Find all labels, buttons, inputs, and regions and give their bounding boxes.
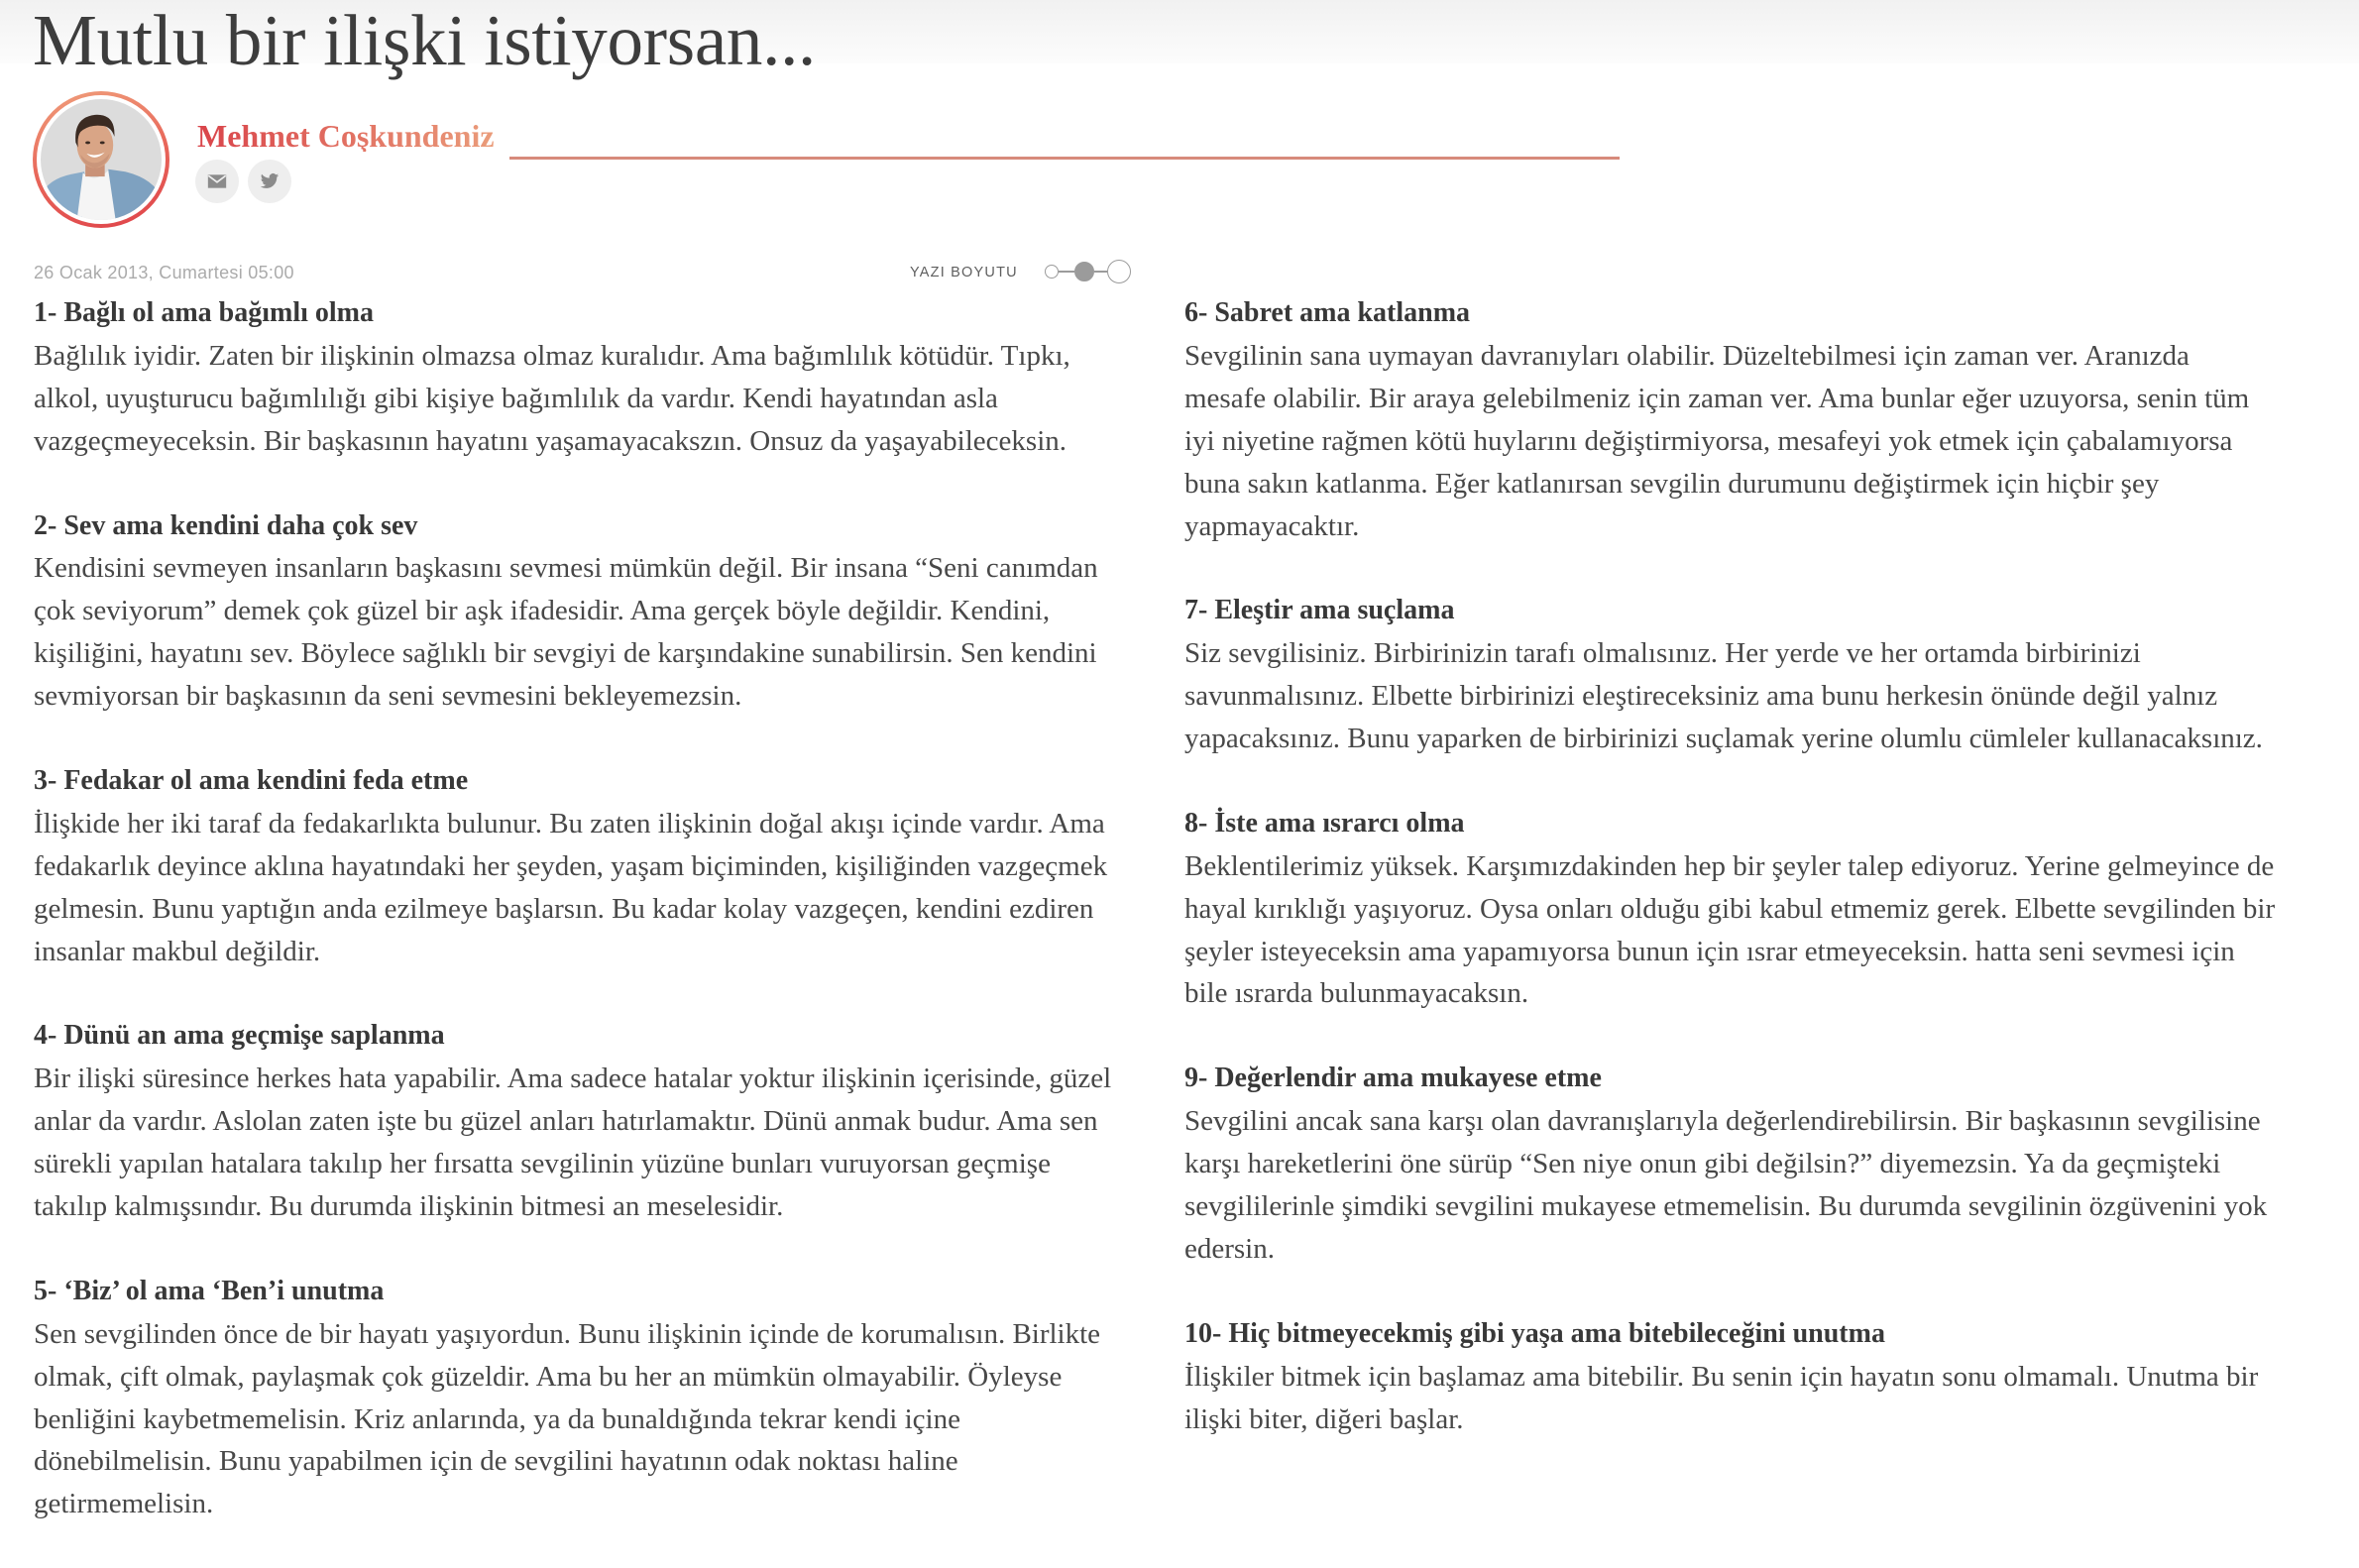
paragraph-line: Bir ilişki süresince herkes hata yapabilir. Ama sadece hatalar yoktur ilişkinin içerisinde, güzel (34, 1063, 1112, 1095)
font-size-track (1094, 271, 1107, 273)
paragraph-line: anlar da vardır. Aslolan zaten işte bu güzel anları hatırlamaktır. Dünü anmak budur. Ama sen (34, 1105, 1098, 1138)
paragraph-line: mesafe olabilir. Bir araya gelebilmeniz için zaman ver. Ama bunlar eğer uzuyorsa, senin tüm (1184, 382, 2250, 414)
paragraph-line: getirmemelisin. (34, 1488, 214, 1520)
paragraph-line: takılıp kalmışsındır. Bu durumda ilişkinin bitmesi an meselesidir. (34, 1189, 784, 1222)
paragraph-line: gelmesin. Bunu yaptığın anda ezilmeye başlarsın. Bu kadar kolay vazgeçen, kendini ezdiren (34, 892, 1094, 925)
paragraph-line: buna sakın katlanma. Eğer katlanırsan sevgilin durumunu değiştirmek için hiçbir şey (1184, 467, 2160, 500)
article-title: Mutlu bir ilişki istiyorsan... (33, 0, 816, 80)
author-divider (509, 157, 1620, 160)
article-section (1184, 590, 2275, 760)
paragraph-line: savunmalısınız. Elbette birbirinizi eleştireceksiniz ama bunu herkesin önünde değil yalnız (1184, 680, 2218, 713)
author-name-link[interactable]: Mehmet Coşkundeniz (197, 118, 495, 154)
section-heading: 1- Bağlı ol ama bağımlı olma (34, 297, 374, 328)
paragraph-line: sevgililerinle şimdiki sevgilini mukayese etmemelisin. Bu durumda sevgilinin özgüvenini yok (1184, 1189, 2268, 1222)
paragraph-line: benliğini kaybetmemelisin. Kriz anlarında, ya da bunaldığında tekrar kendi içine (34, 1402, 960, 1435)
font-size-small-button[interactable] (1045, 265, 1059, 279)
paragraph-line: olmak, çift olmak, paylaşmak çok güzeldir. Ama bu her an mümkün olmayabilir. Öyleyse (34, 1360, 1063, 1393)
article-section (34, 505, 1111, 719)
article-section (34, 292, 1111, 463)
paragraph-line: dönebilmelisin. Bunu yapabilmen için de sevgilini hayatının odak noktası haline (34, 1445, 958, 1478)
article-section (1184, 1313, 2275, 1441)
paragraph-line: Kendisini sevmeyen insanların başkasını sevmesi mümkün değil. Bir insana “Seni canımdan (34, 552, 1098, 585)
paragraph-line: fedakarlık deyince aklına hayatındaki her şeyden, yaşam biçiminden, kişiliğinden vazgeçmek (34, 849, 1108, 882)
paragraph-line: edersin. (1184, 1232, 1275, 1265)
paragraph-line: hayal kırıklığı yaşıyoruz. Oysa onları olduğu gibi kabul etmemiz gerek. Elbette sevgilinden bir (1184, 892, 2276, 925)
paragraph-line: alkol, uyuşturucu bağımlılığı gibi kişiye bağımlılık da vardır. Kendi hayatından asla (34, 382, 998, 414)
paragraph-line: karşı hareketlerini öne sürüp “Sen niye onun gibi değilsin?” diyemezsin. Ya da geçmişteki (1184, 1148, 2221, 1180)
mail-icon (207, 171, 227, 191)
paragraph-line: ilişki biter, diğeri başlar. (1184, 1402, 1464, 1435)
paragraph-line: yapacaksınız. Bunu yaparken de birbirinizi suçlamak yerine olumlu cümleler kullanacaksınız. (1184, 723, 2263, 755)
paragraph-line: kişiliğini, hayatını sev. Böylece sağlıklı bir sevgiyi de karşındakine sunabilirsin. Sen kendini (34, 637, 1097, 670)
twitter-share-button[interactable] (248, 160, 291, 203)
paragraph-line: sürekli yapılan hatalara takılıp her fırsatta sevgilinin yüzüne bunları vuruyorsan geçmişe (34, 1148, 1051, 1180)
avatar-frame (37, 95, 166, 224)
section-heading: 7- Eleştir ama suçlama (1184, 595, 1455, 626)
font-size-label: YAZI BOYUTU (910, 265, 1018, 280)
paragraph-line: İlişkide her iki taraf da fedakarlıkta bulunur. Bu zaten ilişkinin doğal akışı içinde vardır. Ama (34, 807, 1105, 840)
font-size-track (1059, 271, 1074, 273)
author-photo-icon (41, 99, 162, 220)
paragraph-line: Sevgilinin sana uymayan davranıyları olabilir. Düzeltebilmesi için zaman ver. Aranızda (1184, 339, 2190, 372)
font-size-control (1045, 260, 1131, 283)
article-section (1184, 1058, 2275, 1271)
paragraph-line: vazgeçmeyeceksin. Bir başkasının hayatını yaşamayacakszın. Onsuz da yaşayabileceksin. (34, 424, 1067, 457)
paragraph-line: yapmayacaktır. (1184, 509, 1360, 542)
section-heading: 4- Dünü an ama geçmişe saplanma (34, 1020, 445, 1052)
paragraph-line: Sevgilini ancak sana karşı olan davranışlarıyla değerlendirebilirsin. Bir başkasının sevgilisine (1184, 1105, 2261, 1138)
article-section (34, 1015, 1111, 1228)
article-section (34, 760, 1111, 973)
article-section (34, 1271, 1111, 1525)
twitter-icon (260, 171, 280, 191)
article-section (1184, 803, 2275, 1016)
section-heading: 6- Sabret ama katlanma (1184, 297, 1471, 328)
paragraph-line: sevmiyorsan bir başkasının da seni sevmesini bekleyemezsin. (34, 680, 742, 713)
section-heading: 8- İste ama ısrarcı olma (1184, 807, 1465, 839)
email-share-button[interactable] (195, 160, 239, 203)
paragraph-line: Beklentilerimiz yüksek. Karşımızdakinden hep bir şeyler talep ediyoruz. Yerine gelmeyince de (1184, 849, 2275, 882)
paragraph-line: Siz sevgilisiniz. Birbirinizin tarafı olmalısınız. Her yerde ve her ortamda birbirinizi (1184, 637, 2141, 670)
font-size-large-button[interactable] (1107, 260, 1131, 283)
paragraph-line: bile ısrarda bulunmayacaksın. (1184, 977, 1529, 1010)
section-heading: 5- ‘Biz’ ol ama ‘Ben’i unutma (34, 1275, 385, 1306)
paragraph-line: insanlar makbul değildir. (34, 935, 321, 967)
paragraph-line: İlişkiler bitmek için başlamaz ama bitebilir. Bu senin için hayatın sonu olmamalı. Unutma bir (1184, 1360, 2259, 1393)
section-heading: 9- Değerlendir ama mukayese etme (1184, 1063, 1602, 1094)
paragraph-line: Bağlılık iyidir. Zaten bir ilişkinin olmazsa olmaz kuralıdır. Ama bağımlılık kötüdür. Tıpkı, (34, 339, 1070, 372)
paragraph-line: iyi niyetine rağmen kötü huylarını değiştirmiyorsa, mesafeyi yok etmek için çabalamıyorsa (1184, 424, 2233, 457)
article-section (1184, 292, 2275, 547)
article-column-right (1184, 292, 2275, 1483)
section-heading: 3- Fedakar ol ama kendini feda etme (34, 764, 469, 796)
author-avatar[interactable] (33, 91, 169, 228)
paragraph-line: çok seviyorum” demek çok güzel bir aşk ifadesidir. Ama gerçek böyle değildir. Kendini, (34, 595, 1051, 627)
article-column-left (34, 292, 1111, 1568)
font-size-medium-button[interactable] (1074, 262, 1094, 281)
section-heading: 2- Sev ama kendini daha çok sev (34, 509, 418, 541)
section-heading: 10- Hiç bitmeyecekmiş gibi yaşa ama bitebileceğini unutma (1184, 1317, 1885, 1349)
paragraph-line: Sen sevgilinden önce de bir hayatı yaşıyordun. Bunu ilişkinin içinde de korumalısın. Birlikte (34, 1317, 1101, 1350)
paragraph-line: şeyler isteyeceksin ama yapamıyorsa bunun için ısrar etmeyeceksin. hatta seni sevmesi için (1184, 935, 2235, 967)
publish-date: 26 Ocak 2013, Cumartesi 05:00 (34, 263, 294, 282)
